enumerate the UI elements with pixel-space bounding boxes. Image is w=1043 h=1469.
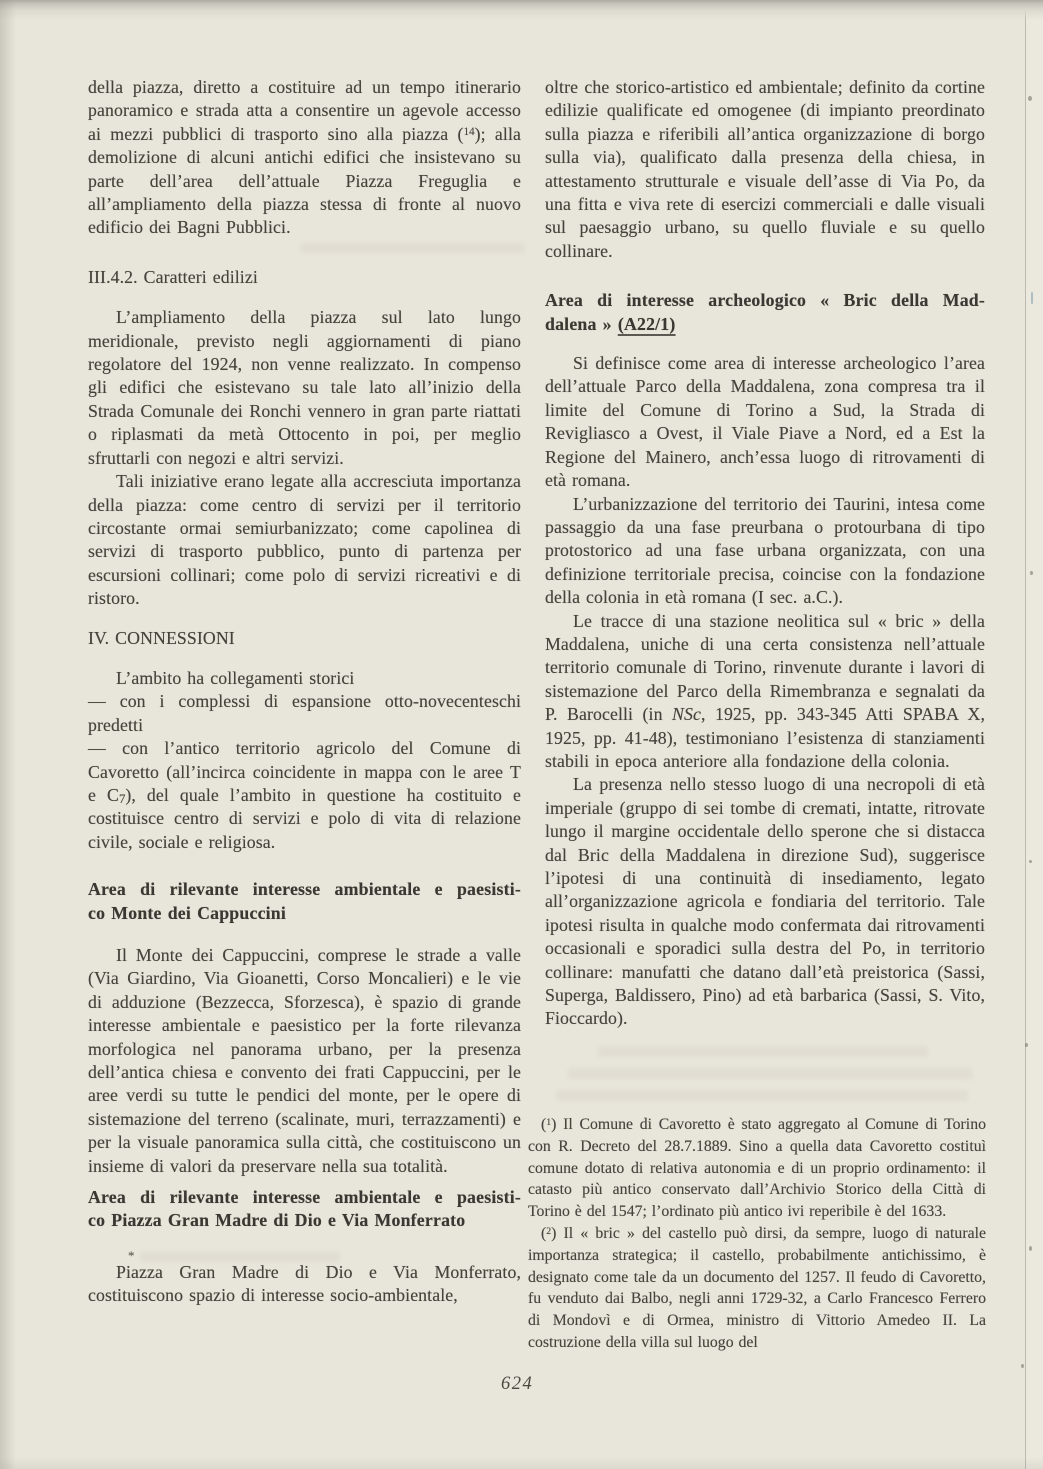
footnote-2 (528, 1223, 986, 1354)
footnote-reference-14: 14 (463, 125, 475, 138)
paragraph-text: ); alla demolizione di alcuni antichi edifici che insistevano su parte dell’area dell’attuale Piazza Freguglia e all’ampliamento della piazza stessa di fronte al nuovo edificio dei Bagni Pubblici. (88, 123, 521, 238)
bleedthrough-smudge (140, 1252, 340, 1262)
paragraph: Il Monte dei Cappuccini, comprese le strade a valle (Via Giardino, Via Gioanetti, Corso Moncalieri) e le vie di adduzione (Bezzecca, Sforzesca), è spazio di grande interesse ambientale e paesistico per la forte rilevanza morfologica nel panorama urbano, per la presenza dell’antica chiesa e convento dei frati Cappuccini, per le aree verdi su tutte le pendici del monte, per le opere di sistemazione del terreno (scalinate, muri, terrazzamenti) e per la visuale panoramica sulla città, che costituiscono un insieme di valori da preservare nella sua totalità. (88, 945, 521, 1176)
heading-line: Area di rilevante interesse ambientale e paesisti- (88, 1187, 521, 1208)
left-column (88, 76, 521, 1308)
list-item (88, 737, 521, 854)
area-code-subscript: 7 (118, 792, 126, 807)
section-heading-caratteri-edilizi: III.4.2. Caratteri edilizi (88, 266, 258, 287)
asterisk-mark: * (128, 1247, 135, 1263)
paragraph-text: ), del quale l’ambito in questione ha costituito e costituisce centro di servizi e polo di vita di relazione civile, sociale e religiosa. (88, 784, 522, 852)
paragraph-continuation: oltre che storico-artistico ed ambientale; definito da cortine edilizie qualificate ed omogenee (di impianto preordinato sulla piazza e riferibili all’antica organizzazione di borgo sulla via), qualificato dalla presenza della chiesa, in attestamento strutturale e visuale dell’asse di Via Po, da una fitta e viva rete di esercizi commerciali e dalle visuali sul paesaggio urbano, su quello fluviale e su quello collinare. (545, 77, 985, 261)
scan-edge-top (0, 0, 1043, 20)
scan-edge-left (0, 0, 16, 1469)
scan-speck (1031, 292, 1033, 304)
paragraph (545, 610, 985, 774)
page-edge-line (1025, 0, 1026, 1469)
paragraph: Tali iniziative erano legate alla accresciuta importanza della piazza: come centro di servizi per il territorio circostante ormai semiurbanizzato; come capolinea di servizi di trasporto pubblico, punto di partenza per escursioni collinari; come polo di servizi ricreativi e di ristoro. (88, 471, 521, 609)
footnote-1-marker: 1 (546, 1116, 552, 1128)
section-heading-connessioni: IV. CONNESSIONI (88, 627, 235, 648)
heading-line: Area di rilevante interesse ambientale e paesisti- (88, 879, 521, 900)
paragraph-text: Le tracce di una stazione neolitica sul « bric » della Maddalena, uniche di una certa consistenza nell’attuale territorio comunale di Torino, rinvenute durante i lavori di sistemazione del Parco della Rimembranza e segnalati da P. Barocelli (in (545, 610, 985, 725)
area-code-a22-1: (A22/1) (617, 313, 676, 334)
paragraph-text: — con l’antico territorio agricolo del Comune di Cavoretto (all’incirca coincidente in mappa con le aree T e C (88, 738, 521, 805)
area-heading-gran-madre (88, 1186, 521, 1233)
right-column (545, 76, 985, 1031)
footnote-text: ) Il « bric » del castello può dirsi, da sempre, luogo di naturale importanza strategica; il castello, probabilmente antichissimo, è designato come tale da un documento del 1257. Il feudo di Cavoretto, fu venduto dai Balbo, negli anni 1729-32, a Carlo Francesco Ferrero di Mondovì e di Ormea, ministro di Vittorio Amedeo II. La costruzione della villa sul luogo del (528, 1224, 986, 1351)
paragraph: Si definisce come area di interesse archeologico l’area dell’attuale Parco della Maddalena, zona compresa tra il limite del Comune di Torino a Sud, la Strada di Revigliasco a Ovest, il Viale Piave a Nord, ed a Est la Regione del Mainero, anch’essa luogo di ritrovamenti di età romana. (545, 353, 985, 491)
paragraph-text: , 1925, pp. 343-345 Atti SPABA X, 1925, pp. 41-48), testimoniano l’esistenza di stanziamenti stabili in epoca anteriore alla fondazione della colonia. (545, 704, 985, 771)
bleedthrough-smudge (300, 243, 525, 253)
paragraph: La presenza nello stesso luogo di una necropoli di età imperiale (gruppo di sei tombe di cremati, intatte, ritrovate lungo il margine occidentale dello sperone che si distacca dal Bric della Maddalena in direzione Sud), suggerisce l’ipotesi di una continuità di insediamento, legato all’organizzazione agricola e fondiaria del territorio. Tale ipotesi risulta in qualche modo confermata dai ritrovamenti occasionali e sporadici sulla destra del Po, in territorio collinare: manufatti che datano dall’età preistorica (Sassi, Superga, Baldissero, Pino) ad età barbarica (Sassi, S. Vito, Fioccardo). (545, 774, 985, 1029)
scan-speck (1029, 860, 1032, 863)
scan-speck (1025, 1043, 1028, 1047)
paragraph-continuation (88, 76, 521, 240)
footnote-text: ( (541, 1224, 547, 1242)
heading-line: co Piazza Gran Madre di Dio e Via Monferrato (88, 1210, 466, 1231)
bleedthrough-smudge (556, 1090, 968, 1101)
paragraph: L’ampliamento della piazza sul lato lungo meridionale, previsto negli aggiornamenti di piano regolatore del 1924, non venne realizzato. In compenso gli edifici che esistevano su tale lato all’inizio della Strada Comunale dei Ronchi vennero in gran parte riattati o riplasmati da metà Ottocento in poi, per meglio sfruttarli con negozi e altri servizi. (88, 307, 521, 468)
list-item: — con i complessi di espansione otto-novecenteschi predetti (88, 691, 521, 735)
footnotes (528, 1114, 986, 1354)
paragraph: L’urbanizzazione del territorio dei Taurini, intesa come passaggio da una fase preurbana o protourbana di tipo protostorico ad una fase urbana organizzata, con una definizione territoriale precisa, coincise con la fondazione della colonia in età romana (I sec. a.C.). (545, 493, 985, 608)
heading-line (545, 313, 985, 336)
paragraph: Piazza Gran Madre di Dio e Via Monferrato, costituiscono spazio di interesse socio-ambientale, (88, 1261, 521, 1306)
scan-speck (1021, 1364, 1024, 1368)
scan-speck (1030, 571, 1033, 575)
bleedthrough-smudge (598, 1046, 928, 1057)
area-heading-monte-cappuccini (88, 878, 521, 925)
footnote-1 (528, 1114, 986, 1223)
heading-line: Area di interesse archeologico « Bric della Mad- (545, 290, 985, 311)
scan-speck (1028, 96, 1032, 101)
footnote-text: ( (541, 1116, 547, 1133)
area-heading-bric-maddalena (545, 289, 985, 336)
bleedthrough-smudge (568, 1068, 973, 1079)
journal-abbreviation: NSc (672, 704, 701, 725)
page-number: 624 (501, 1374, 534, 1394)
heading-line: co Monte dei Cappuccini (88, 902, 287, 923)
scan-speck (1029, 1246, 1032, 1251)
footnote-2-marker: 2 (546, 1225, 552, 1237)
heading-text: dalena » (545, 313, 618, 334)
footnote-text: ) Il Comune di Cavoretto è stato aggregato al Comune di Torino con R. Decreto del 28.7.1889. Sino a quella data Cavoretto costituì comune dotato di relativa autonomia e di un proprio ordinamento: il catasto più antico conservato dall’Archivio Storico della Città di Torino è del 1547; l’ordinato più antico ivi reperibile è del 1633. (528, 1116, 986, 1221)
paragraph-text: della piazza, diretto a costituire ad un tempo itinerario panoramico e strada atta a consentire un agevole accesso ai mezzi pubblici di trasporto sino alla piazza ( (88, 77, 521, 144)
paragraph: L’ambito ha collegamenti storici (116, 667, 355, 688)
scan-edge-bottom (0, 1457, 1043, 1469)
